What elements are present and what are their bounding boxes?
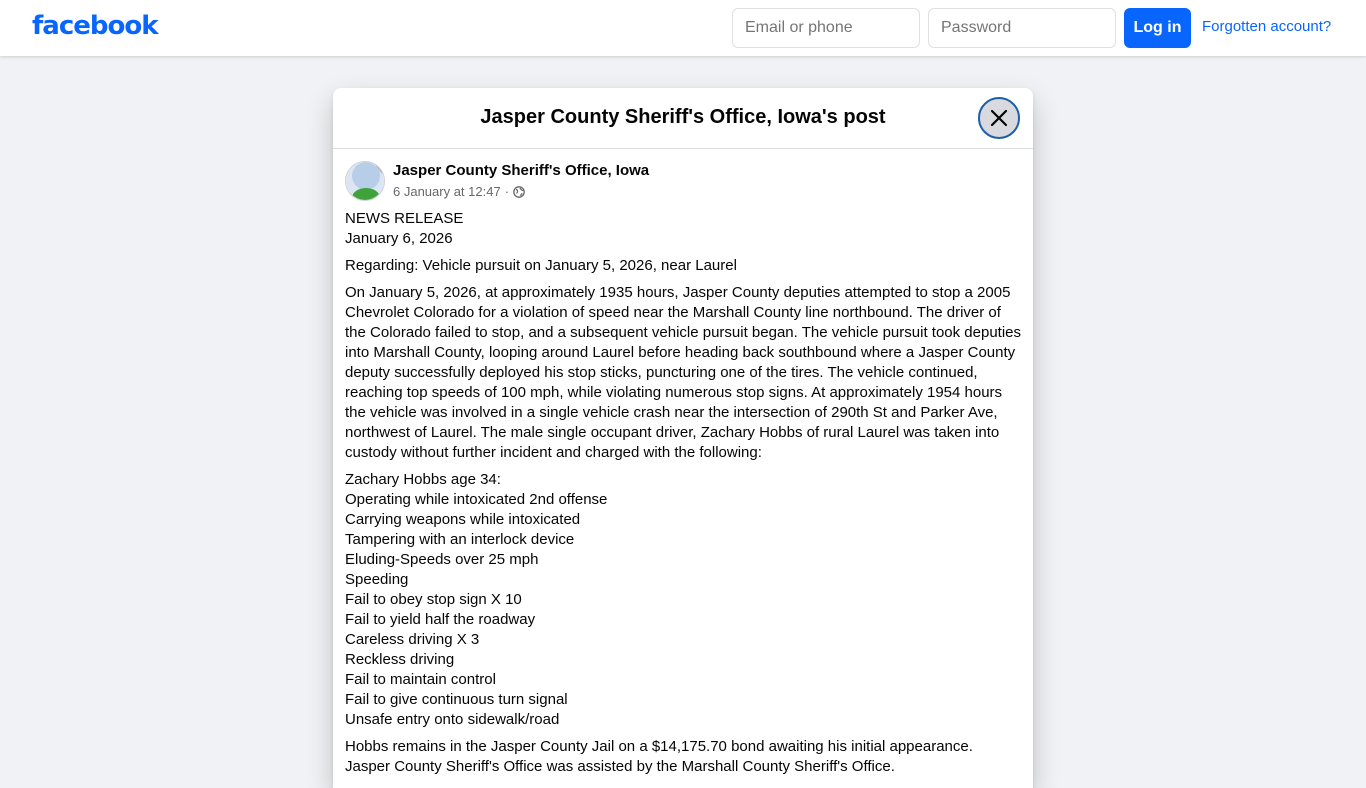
charges-list (345, 470, 1021, 730)
charge-item: Operating while intoxicated 2nd offense (345, 491, 608, 508)
password-input[interactable] (928, 8, 1116, 48)
regarding-line: Regarding: Vehicle pursuit on January 5, 2026, near Laurel (345, 257, 737, 274)
header-line: NEWS RELEASE (345, 210, 464, 227)
post-meta (393, 184, 525, 199)
close-button[interactable] (978, 97, 1020, 139)
charge-item: Fail to obey stop sign X 10 (345, 591, 522, 608)
modal-title: Jasper County Sheriff's Office, Iowa's post (480, 106, 886, 128)
avatar-image (346, 162, 385, 201)
post-timestamp[interactable]: 6 January at 12:47 (393, 184, 501, 199)
page-avatar[interactable] (345, 161, 385, 201)
facebook-logo[interactable]: facebook (32, 11, 158, 41)
news-release-header (345, 209, 1021, 249)
top-navigation-bar (0, 0, 1366, 56)
login-button[interactable]: Log in (1124, 8, 1191, 48)
charge-item: Tampering with an interlock device (345, 531, 575, 548)
charge-item: Fail to maintain control (345, 671, 496, 688)
post-header (333, 149, 1033, 205)
close-icon (990, 109, 1008, 127)
meta-separator: · (504, 184, 510, 199)
charge-item: Carrying weapons while intoxicated (345, 511, 581, 528)
charge-item: Reckless driving (345, 651, 455, 668)
charge-item: Careless driving X 3 (345, 631, 480, 648)
modal-header (333, 88, 1033, 149)
header-line: January 6, 2026 (345, 230, 453, 247)
narrative-paragraph: On January 5, 2026, at approximately 1935 hours, Jasper County deputies attempted to stop a 2005 Chevrolet Colorado for a violation of speed near the Marshall County line northbound. The driver of the Colorado failed to stop, and a subsequent vehicle pursuit began. The vehicle pursuit took deputies into Marshall County, looping around Laurel before heading back southbound where a Jasper County deputy successfully deployed his stop sticks, puncturing one of the tires. The vehicle continued, reaching top speeds of 100 mph, while violating numerous stop signs. At approximately 1954 hours the vehicle was involved in a single vehicle crash near the intersection of 290th St and Parker Ave, northwest of Laurel. The male single occupant driver, Zachary Hobbs of rural Laurel was taken into custody without further incident and charged with the following: (345, 284, 1022, 461)
charges-heading: Zachary Hobbs age 34: (345, 471, 501, 488)
email-input[interactable] (732, 8, 920, 48)
charge-item: Fail to give continuous turn signal (345, 691, 568, 708)
post-body (333, 205, 1033, 777)
charge-item: Eluding-Speeds over 25 mph (345, 551, 539, 568)
closing-paragraph: Hobbs remains in the Jasper County Jail on a $14,175.70 bond awaiting his initial appearance. Jasper County Sheriff's Office was assisted by the Marshall County Sheriff's Office. (345, 738, 973, 775)
forgotten-account-link[interactable]: Forgotten account? (1202, 18, 1332, 35)
post-modal (333, 88, 1033, 788)
charge-item: Unsafe entry onto sidewalk/road (345, 711, 560, 728)
globe-icon (513, 186, 525, 198)
charge-item: Speeding (345, 571, 409, 588)
post-author[interactable]: Jasper County Sheriff's Office, Iowa (393, 162, 650, 179)
charge-item: Fail to yield half the roadway (345, 611, 536, 628)
